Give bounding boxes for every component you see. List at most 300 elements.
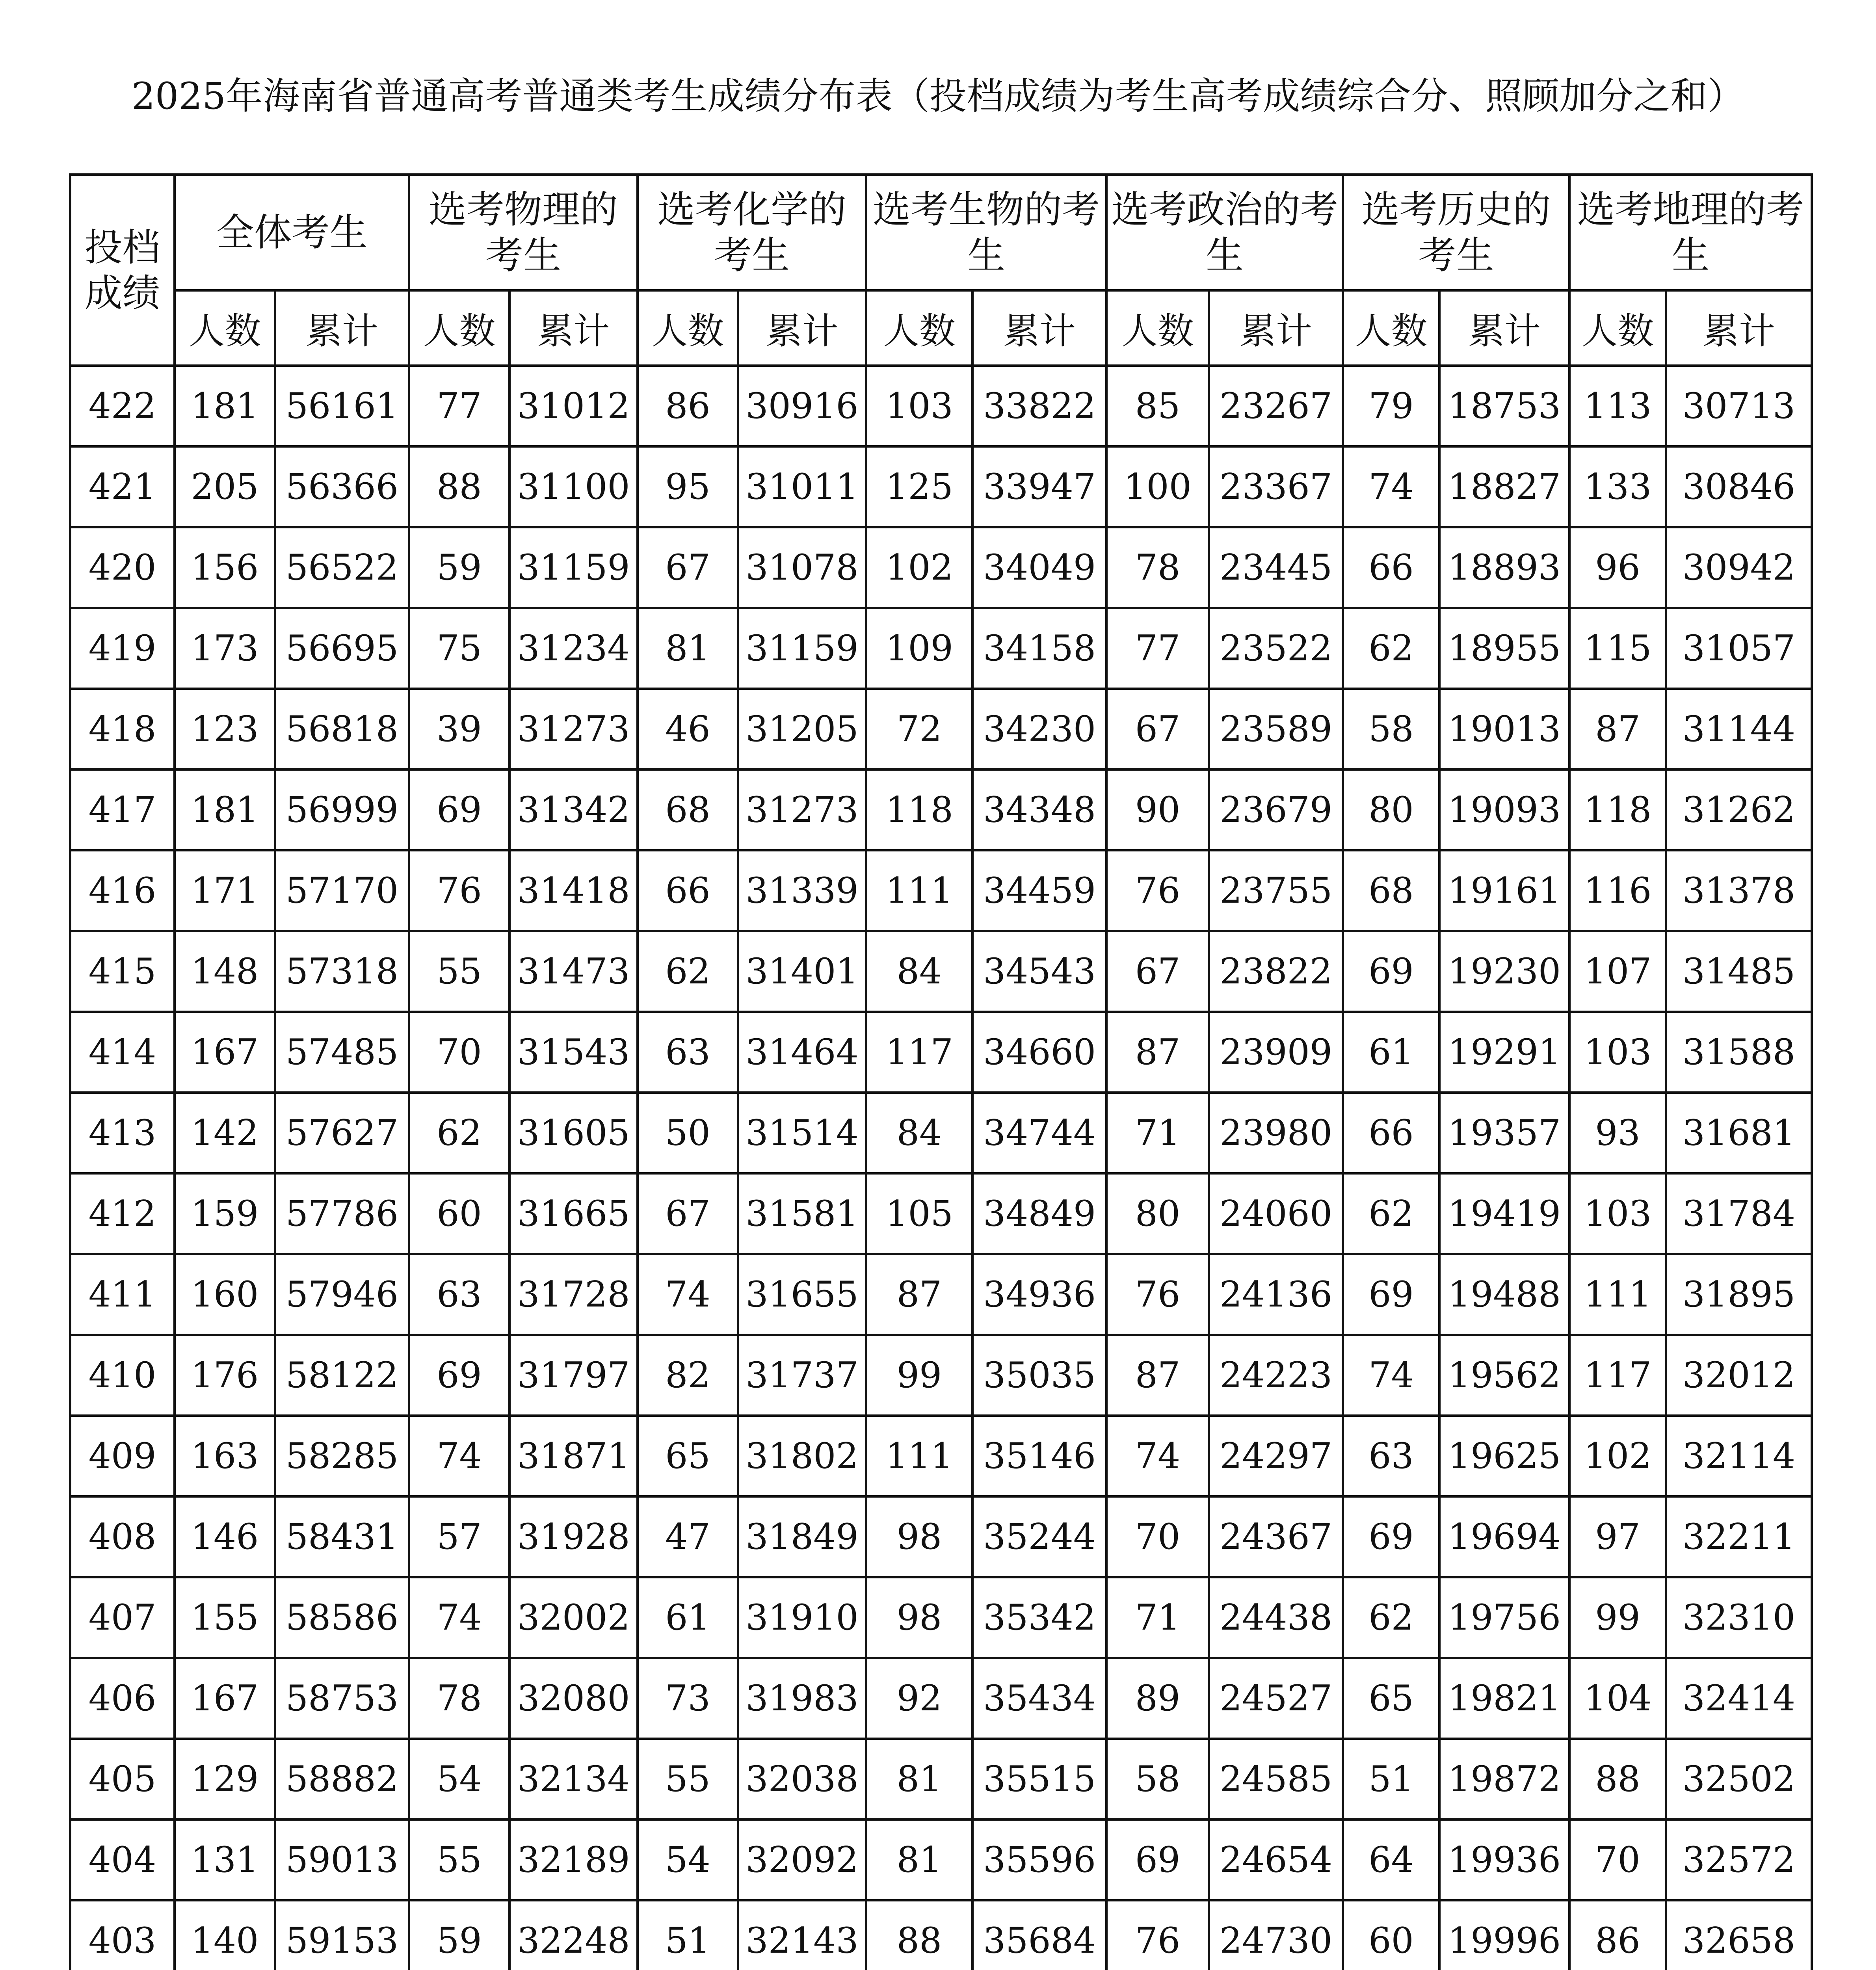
- count-cell: 156: [175, 527, 275, 608]
- group-header: 选考政治的考生: [1106, 175, 1343, 290]
- cumulative-cell: 19936: [1439, 1819, 1569, 1900]
- cumulative-cell: 32038: [738, 1739, 866, 1819]
- cumulative-cell: 31871: [509, 1416, 638, 1496]
- cumulative-cell: 23909: [1209, 1012, 1343, 1093]
- cumulative-cell: 31543: [509, 1012, 638, 1093]
- count-cell: 111: [866, 850, 972, 931]
- count-cell: 74: [409, 1416, 509, 1496]
- cumulative-cell: 23822: [1209, 931, 1343, 1012]
- cumulative-cell: 57786: [275, 1173, 409, 1254]
- count-cell: 69: [1106, 1819, 1209, 1900]
- cumulative-cell: 31473: [509, 931, 638, 1012]
- cumulative-subheader: 累计: [509, 290, 638, 366]
- cumulative-cell: 31802: [738, 1416, 866, 1496]
- cumulative-cell: 23589: [1209, 689, 1343, 769]
- count-cell: 205: [175, 446, 275, 527]
- table-row: [70, 446, 1812, 527]
- count-cell: 90: [1106, 769, 1209, 850]
- table-row: [70, 366, 1812, 446]
- cumulative-cell: 35342: [972, 1577, 1106, 1658]
- cumulative-cell: 23267: [1209, 366, 1343, 446]
- cumulative-cell: 56695: [275, 608, 409, 689]
- cumulative-cell: 35244: [972, 1496, 1106, 1577]
- cumulative-cell: 30713: [1666, 366, 1812, 446]
- cumulative-cell: 23755: [1209, 850, 1343, 931]
- group-header: 选考历史的考生: [1343, 175, 1569, 290]
- score-cell: 404: [70, 1819, 175, 1900]
- cumulative-cell: 56999: [275, 769, 409, 850]
- count-cell: 99: [1569, 1577, 1666, 1658]
- count-cell: 59: [409, 1900, 509, 1970]
- table-row: [70, 1093, 1812, 1173]
- cumulative-cell: 31665: [509, 1173, 638, 1254]
- cumulative-cell: 31205: [738, 689, 866, 769]
- count-cell: 65: [638, 1416, 738, 1496]
- cumulative-cell: 34049: [972, 527, 1106, 608]
- cumulative-cell: 31011: [738, 446, 866, 527]
- cumulative-cell: 31342: [509, 769, 638, 850]
- cumulative-cell: 31928: [509, 1496, 638, 1577]
- cumulative-cell: 19872: [1439, 1739, 1569, 1819]
- cumulative-cell: 32092: [738, 1819, 866, 1900]
- count-cell: 176: [175, 1335, 275, 1416]
- cumulative-cell: 19161: [1439, 850, 1569, 931]
- score-distribution-table: [69, 173, 1813, 1970]
- count-cell: 85: [1106, 366, 1209, 446]
- count-cell: 47: [638, 1496, 738, 1577]
- count-cell: 118: [1569, 769, 1666, 850]
- cumulative-cell: 19996: [1439, 1900, 1569, 1970]
- cumulative-cell: 19013: [1439, 689, 1569, 769]
- count-cell: 155: [175, 1577, 275, 1658]
- cumulative-cell: 31401: [738, 931, 866, 1012]
- count-cell: 69: [409, 1335, 509, 1416]
- count-cell: 81: [638, 608, 738, 689]
- table-row: [70, 1900, 1812, 1970]
- count-cell: 74: [1343, 446, 1439, 527]
- cumulative-cell: 57318: [275, 931, 409, 1012]
- count-cell: 63: [638, 1012, 738, 1093]
- cumulative-cell: 56366: [275, 446, 409, 527]
- count-cell: 76: [1106, 850, 1209, 931]
- cumulative-cell: 31849: [738, 1496, 866, 1577]
- cumulative-cell: 34230: [972, 689, 1106, 769]
- group-header: 选考物理的考生: [409, 175, 638, 290]
- cumulative-cell: 34459: [972, 850, 1106, 931]
- count-cell: 99: [866, 1335, 972, 1416]
- cumulative-cell: 35035: [972, 1335, 1106, 1416]
- count-cell: 103: [866, 366, 972, 446]
- cumulative-cell: 31378: [1666, 850, 1812, 931]
- count-cell: 67: [1106, 931, 1209, 1012]
- cumulative-cell: 23445: [1209, 527, 1343, 608]
- count-cell: 69: [409, 769, 509, 850]
- count-cell: 87: [1106, 1335, 1209, 1416]
- table-row: [70, 1254, 1812, 1335]
- cumulative-cell: 58586: [275, 1577, 409, 1658]
- count-cell: 148: [175, 931, 275, 1012]
- count-cell: 142: [175, 1093, 275, 1173]
- cumulative-cell: 31728: [509, 1254, 638, 1335]
- cumulative-cell: 34744: [972, 1093, 1106, 1173]
- cumulative-cell: 31339: [738, 850, 866, 931]
- score-cell: 408: [70, 1496, 175, 1577]
- cumulative-cell: 57946: [275, 1254, 409, 1335]
- cumulative-cell: 31737: [738, 1335, 866, 1416]
- count-cell: 181: [175, 366, 275, 446]
- count-cell: 96: [1569, 527, 1666, 608]
- count-cell: 105: [866, 1173, 972, 1254]
- count-cell: 98: [866, 1496, 972, 1577]
- cumulative-cell: 32310: [1666, 1577, 1812, 1658]
- count-cell: 115: [1569, 608, 1666, 689]
- cumulative-cell: 58882: [275, 1739, 409, 1819]
- cumulative-cell: 32143: [738, 1900, 866, 1970]
- cumulative-cell: 19625: [1439, 1416, 1569, 1496]
- cumulative-cell: 57627: [275, 1093, 409, 1173]
- cumulative-cell: 32211: [1666, 1496, 1812, 1577]
- cumulative-cell: 31895: [1666, 1254, 1812, 1335]
- cumulative-cell: 32189: [509, 1819, 638, 1900]
- count-cell: 95: [638, 446, 738, 527]
- count-cell: 103: [1569, 1012, 1666, 1093]
- table-row: [70, 850, 1812, 931]
- count-subheader: 人数: [866, 290, 972, 366]
- count-cell: 81: [866, 1739, 972, 1819]
- cumulative-cell: 34543: [972, 931, 1106, 1012]
- count-cell: 77: [1106, 608, 1209, 689]
- count-subheader: 人数: [1106, 290, 1209, 366]
- count-cell: 39: [409, 689, 509, 769]
- table-row: [70, 608, 1812, 689]
- cumulative-cell: 58431: [275, 1496, 409, 1577]
- count-cell: 58: [1106, 1739, 1209, 1819]
- count-cell: 78: [409, 1658, 509, 1739]
- cumulative-cell: 58285: [275, 1416, 409, 1496]
- cumulative-cell: 32572: [1666, 1819, 1812, 1900]
- count-cell: 88: [409, 446, 509, 527]
- cumulative-cell: 31910: [738, 1577, 866, 1658]
- cumulative-cell: 23679: [1209, 769, 1343, 850]
- cumulative-cell: 31588: [1666, 1012, 1812, 1093]
- count-cell: 84: [866, 1093, 972, 1173]
- cumulative-cell: 24527: [1209, 1658, 1343, 1739]
- cumulative-cell: 34849: [972, 1173, 1106, 1254]
- count-cell: 62: [1343, 1173, 1439, 1254]
- count-cell: 65: [1343, 1658, 1439, 1739]
- cumulative-cell: 32414: [1666, 1658, 1812, 1739]
- count-cell: 113: [1569, 366, 1666, 446]
- count-cell: 133: [1569, 446, 1666, 527]
- cumulative-subheader: 累计: [738, 290, 866, 366]
- count-cell: 78: [1106, 527, 1209, 608]
- table-row: [70, 1739, 1812, 1819]
- count-cell: 173: [175, 608, 275, 689]
- cumulative-cell: 23522: [1209, 608, 1343, 689]
- cumulative-cell: 24438: [1209, 1577, 1343, 1658]
- count-cell: 109: [866, 608, 972, 689]
- count-cell: 79: [1343, 366, 1439, 446]
- count-cell: 93: [1569, 1093, 1666, 1173]
- cumulative-cell: 32658: [1666, 1900, 1812, 1970]
- count-cell: 76: [1106, 1254, 1209, 1335]
- cumulative-subheader: 累计: [972, 290, 1106, 366]
- cumulative-cell: 35146: [972, 1416, 1106, 1496]
- count-cell: 54: [409, 1739, 509, 1819]
- cumulative-cell: 34936: [972, 1254, 1106, 1335]
- cumulative-cell: 31234: [509, 608, 638, 689]
- count-cell: 102: [866, 527, 972, 608]
- group-header: 选考化学的考生: [638, 175, 866, 290]
- count-cell: 87: [1569, 689, 1666, 769]
- cumulative-cell: 31581: [738, 1173, 866, 1254]
- cumulative-cell: 31797: [509, 1335, 638, 1416]
- count-cell: 68: [1343, 850, 1439, 931]
- cumulative-cell: 24297: [1209, 1416, 1343, 1496]
- count-cell: 125: [866, 446, 972, 527]
- count-cell: 75: [409, 608, 509, 689]
- document-title: 2025年海南省普通高考普通类考生成绩分布表（投档成绩为考生高考成绩综合分、照顾加分之和）: [131, 75, 1745, 118]
- cumulative-cell: 30846: [1666, 446, 1812, 527]
- count-cell: 123: [175, 689, 275, 769]
- cumulative-cell: 33947: [972, 446, 1106, 527]
- count-cell: 100: [1106, 446, 1209, 527]
- count-cell: 159: [175, 1173, 275, 1254]
- cumulative-cell: 19694: [1439, 1496, 1569, 1577]
- count-cell: 146: [175, 1496, 275, 1577]
- table-row: [70, 931, 1812, 1012]
- cumulative-cell: 56818: [275, 689, 409, 769]
- cumulative-cell: 31012: [509, 366, 638, 446]
- cumulative-cell: 56522: [275, 527, 409, 608]
- cumulative-cell: 24060: [1209, 1173, 1343, 1254]
- count-subheader: 人数: [409, 290, 509, 366]
- score-cell: 412: [70, 1173, 175, 1254]
- table-row: [70, 769, 1812, 850]
- count-cell: 66: [638, 850, 738, 931]
- count-cell: 131: [175, 1819, 275, 1900]
- cumulative-cell: 19756: [1439, 1577, 1569, 1658]
- count-cell: 69: [1343, 1496, 1439, 1577]
- count-subheader: 人数: [638, 290, 738, 366]
- count-cell: 117: [866, 1012, 972, 1093]
- count-cell: 67: [1106, 689, 1209, 769]
- cumulative-cell: 19291: [1439, 1012, 1569, 1093]
- count-cell: 69: [1343, 1254, 1439, 1335]
- count-cell: 86: [1569, 1900, 1666, 1970]
- cumulative-cell: 19488: [1439, 1254, 1569, 1335]
- count-cell: 118: [866, 769, 972, 850]
- count-cell: 62: [1343, 608, 1439, 689]
- count-cell: 86: [638, 366, 738, 446]
- score-cell: 410: [70, 1335, 175, 1416]
- cumulative-cell: 35434: [972, 1658, 1106, 1739]
- cumulative-cell: 19562: [1439, 1335, 1569, 1416]
- group-header: 选考生物的考生: [866, 175, 1106, 290]
- table-row: [70, 1173, 1812, 1254]
- cumulative-cell: 56161: [275, 366, 409, 446]
- count-cell: 81: [866, 1819, 972, 1900]
- cumulative-cell: 57170: [275, 850, 409, 931]
- score-cell: 414: [70, 1012, 175, 1093]
- table-row: [70, 1496, 1812, 1577]
- count-cell: 74: [638, 1254, 738, 1335]
- cumulative-cell: 31655: [738, 1254, 866, 1335]
- count-cell: 74: [409, 1577, 509, 1658]
- count-cell: 111: [1569, 1254, 1666, 1335]
- count-subheader: 人数: [1569, 290, 1666, 366]
- cumulative-cell: 32080: [509, 1658, 638, 1739]
- score-cell: 409: [70, 1416, 175, 1496]
- count-cell: 64: [1343, 1819, 1439, 1900]
- group-header: 全体考生: [175, 175, 409, 290]
- count-cell: 69: [1343, 931, 1439, 1012]
- group-header: 选考地理的考生: [1569, 175, 1812, 290]
- count-cell: 89: [1106, 1658, 1209, 1739]
- cumulative-cell: 57485: [275, 1012, 409, 1093]
- cumulative-cell: 31273: [738, 769, 866, 850]
- count-cell: 62: [409, 1093, 509, 1173]
- cumulative-cell: 24585: [1209, 1739, 1343, 1819]
- cumulative-cell: 24730: [1209, 1900, 1343, 1970]
- cumulative-cell: 31159: [509, 527, 638, 608]
- count-cell: 68: [638, 769, 738, 850]
- count-cell: 76: [1106, 1900, 1209, 1970]
- cumulative-cell: 31784: [1666, 1173, 1812, 1254]
- cumulative-subheader: 累计: [1209, 290, 1343, 366]
- count-cell: 55: [409, 1819, 509, 1900]
- count-cell: 57: [409, 1496, 509, 1577]
- cumulative-cell: 35596: [972, 1819, 1106, 1900]
- score-cell: 411: [70, 1254, 175, 1335]
- count-cell: 140: [175, 1900, 275, 1970]
- count-cell: 167: [175, 1012, 275, 1093]
- cumulative-cell: 31100: [509, 446, 638, 527]
- count-cell: 103: [1569, 1173, 1666, 1254]
- cumulative-subheader: 累计: [275, 290, 409, 366]
- count-cell: 163: [175, 1416, 275, 1496]
- cumulative-cell: 30916: [738, 366, 866, 446]
- cumulative-cell: 19419: [1439, 1173, 1569, 1254]
- count-cell: 61: [1343, 1012, 1439, 1093]
- table-row: [70, 1658, 1812, 1739]
- cumulative-cell: 18827: [1439, 446, 1569, 527]
- count-cell: 74: [1343, 1335, 1439, 1416]
- count-cell: 76: [409, 850, 509, 931]
- cumulative-cell: 18893: [1439, 527, 1569, 608]
- cumulative-cell: 34348: [972, 769, 1106, 850]
- cumulative-cell: 32248: [509, 1900, 638, 1970]
- count-cell: 167: [175, 1658, 275, 1739]
- count-cell: 77: [409, 366, 509, 446]
- count-cell: 160: [175, 1254, 275, 1335]
- count-cell: 51: [638, 1900, 738, 1970]
- count-cell: 74: [1106, 1416, 1209, 1496]
- count-cell: 82: [638, 1335, 738, 1416]
- count-cell: 63: [1343, 1416, 1439, 1496]
- cumulative-cell: 31605: [509, 1093, 638, 1173]
- score-cell: 420: [70, 527, 175, 608]
- count-cell: 55: [638, 1739, 738, 1819]
- cumulative-cell: 34158: [972, 608, 1106, 689]
- cumulative-cell: 32002: [509, 1577, 638, 1658]
- cumulative-cell: 24136: [1209, 1254, 1343, 1335]
- count-cell: 104: [1569, 1658, 1666, 1739]
- table-row: [70, 1012, 1812, 1093]
- cumulative-cell: 31078: [738, 527, 866, 608]
- count-cell: 181: [175, 769, 275, 850]
- score-column-header: 投档成绩: [70, 175, 175, 366]
- count-cell: 71: [1106, 1093, 1209, 1173]
- cumulative-cell: 34660: [972, 1012, 1106, 1093]
- cumulative-cell: 31983: [738, 1658, 866, 1739]
- cumulative-cell: 31485: [1666, 931, 1812, 1012]
- cumulative-cell: 58753: [275, 1658, 409, 1739]
- cumulative-cell: 31159: [738, 608, 866, 689]
- count-cell: 116: [1569, 850, 1666, 931]
- count-cell: 73: [638, 1658, 738, 1739]
- score-cell: 405: [70, 1739, 175, 1819]
- count-cell: 70: [1106, 1496, 1209, 1577]
- count-subheader: 人数: [1343, 290, 1439, 366]
- table-row: [70, 527, 1812, 608]
- count-cell: 117: [1569, 1335, 1666, 1416]
- count-cell: 171: [175, 850, 275, 931]
- count-cell: 88: [1569, 1739, 1666, 1819]
- table-row: [70, 689, 1812, 769]
- score-cell: 407: [70, 1577, 175, 1658]
- table-row: [70, 1577, 1812, 1658]
- score-cell: 403: [70, 1900, 175, 1970]
- count-cell: 60: [1343, 1900, 1439, 1970]
- cumulative-cell: 18955: [1439, 608, 1569, 689]
- cumulative-cell: 35684: [972, 1900, 1106, 1970]
- count-cell: 71: [1106, 1577, 1209, 1658]
- count-cell: 84: [866, 931, 972, 1012]
- cumulative-cell: 59153: [275, 1900, 409, 1970]
- count-cell: 66: [1343, 527, 1439, 608]
- count-cell: 63: [409, 1254, 509, 1335]
- count-cell: 98: [866, 1577, 972, 1658]
- cumulative-cell: 23980: [1209, 1093, 1343, 1173]
- cumulative-cell: 31144: [1666, 689, 1812, 769]
- cumulative-cell: 30942: [1666, 527, 1812, 608]
- cumulative-cell: 19093: [1439, 769, 1569, 850]
- count-cell: 67: [638, 1173, 738, 1254]
- count-cell: 62: [638, 931, 738, 1012]
- cumulative-cell: 24367: [1209, 1496, 1343, 1577]
- count-cell: 129: [175, 1739, 275, 1819]
- count-cell: 70: [409, 1012, 509, 1093]
- cumulative-cell: 31464: [738, 1012, 866, 1093]
- cumulative-cell: 31514: [738, 1093, 866, 1173]
- count-cell: 70: [1569, 1819, 1666, 1900]
- table-row: [70, 1335, 1812, 1416]
- cumulative-cell: 19230: [1439, 931, 1569, 1012]
- cumulative-cell: 24654: [1209, 1819, 1343, 1900]
- cumulative-cell: 32114: [1666, 1416, 1812, 1496]
- score-cell: 413: [70, 1093, 175, 1173]
- count-cell: 97: [1569, 1496, 1666, 1577]
- count-cell: 87: [866, 1254, 972, 1335]
- count-cell: 66: [1343, 1093, 1439, 1173]
- cumulative-cell: 31681: [1666, 1093, 1812, 1173]
- count-cell: 102: [1569, 1416, 1666, 1496]
- cumulative-cell: 33822: [972, 366, 1106, 446]
- count-cell: 107: [1569, 931, 1666, 1012]
- cumulative-cell: 19821: [1439, 1658, 1569, 1739]
- score-cell: 406: [70, 1658, 175, 1739]
